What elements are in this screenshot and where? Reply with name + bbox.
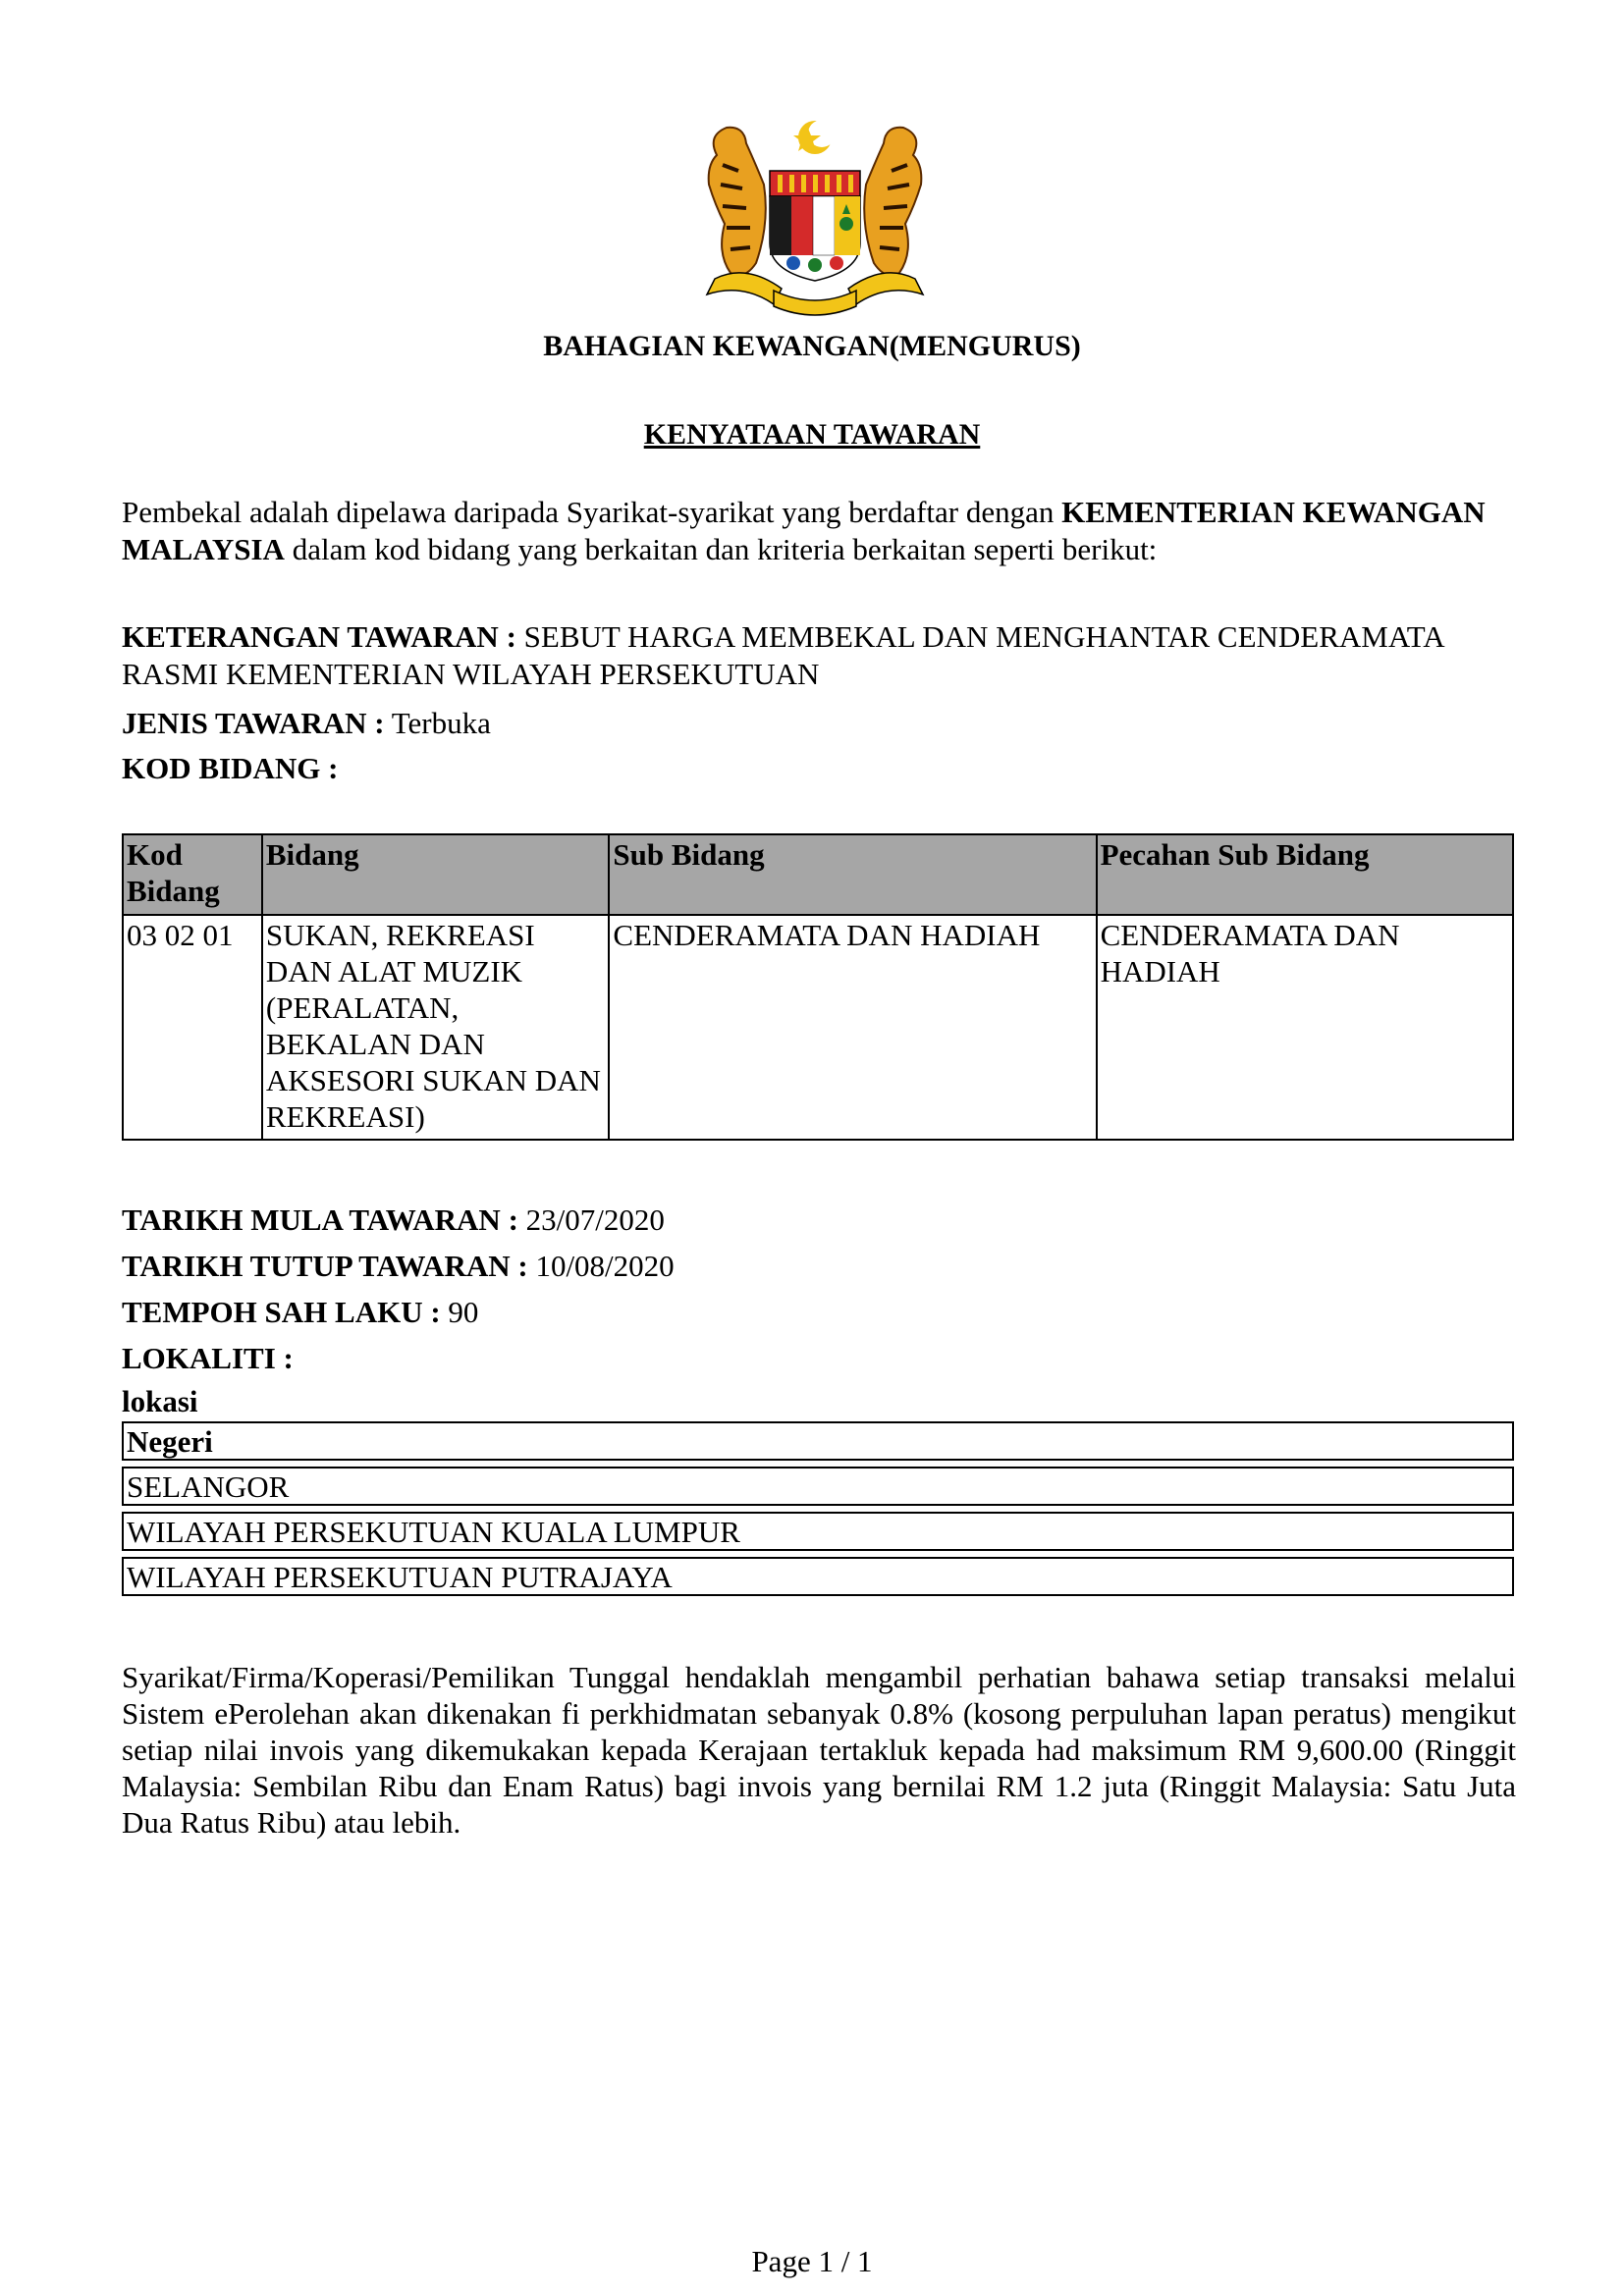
keterangan-value: SEBUT HARGA MEMBEKAL DAN MENGHANTAR CENDERAMATA RASMI KEMENTERIAN WILAYAH PERSEKUTUAN [122,619,1443,691]
intro-ministry-name: KEMENTERIAN KEWANGAN MALAYSIA [122,495,1486,566]
list-item: WILAYAH PERSEKUTUAN PUTRAJAYA [122,1557,1514,1596]
lokaliti-label: LOKALITI : [122,1341,294,1375]
service-fee-notice: Syarikat/Firma/Koperasi/Pemilikan Tunggal hendaklah mengambil perhatian bahawa setiap transaksi melalui Sistem ePerolehan akan dikenakan fi perkhidmatan sebanyak 0.8% (kosong perpuluhan lapan peratus) mengikut setiap nilai invois yang dikemukakan kepada Kerajaan tertakluk kepada had maksimum RM 9,600.00 (Ringgit Malaysia: Sembilan Ribu dan Enam Ratus) bagi invois yang bernilai RM 1.2 juta (Ringgit Malaysia: Satu Juta Dua Ratus Ribu) atau lebih. [122,1660,1516,1840]
lokaliti-line [122,1340,1516,1377]
cell-kod-bidang: 03 02 01 [123,915,262,1140]
header-bidang: Bidang [262,834,610,915]
cell-sub-bidang: CENDERAMATA DAN HADIAH [609,915,1096,1140]
tarikh-tutup-value: 10/08/2020 [527,1249,675,1283]
header-kod-bidang: Kod Bidang [123,834,262,915]
tarikh-mula-label: TARIKH MULA TAWARAN : [122,1202,518,1237]
header-sub-bidang: Sub Bidang [609,834,1096,915]
header-pecahan-sub-bidang: Pecahan Sub Bidang [1097,834,1513,915]
tempoh-sah-laku-line [122,1294,1516,1331]
intro-text-2: dalam kod bidang yang berkaitan dan kriteria berkaitan seperti berikut: [284,532,1158,566]
bidang-table-header-row [123,834,1513,915]
tarikh-tutup-line [122,1248,1516,1285]
cell-bidang: SUKAN, REKREASI DAN ALAT MUZIK (PERALATAN, BEKALAN DAN AKSESORI SUKAN DAN REKREASI) [262,915,610,1140]
kod-bidang-label: KOD BIDANG : [122,751,339,785]
kod-bidang-line [122,750,1516,787]
page-number: Page 1 / 1 [751,2244,873,2278]
intro-paragraph [122,494,1516,568]
jenis-line [122,705,1516,742]
jenis-label: JENIS TAWARAN : [122,706,385,740]
lokasi-label: lokasi [122,1384,198,1418]
table-row [123,915,1513,1140]
list-item: WILAYAH PERSEKUTUAN KUALA LUMPUR [122,1512,1514,1551]
cell-pecahan-sub-bidang: CENDERAMATA DAN HADIAH [1097,915,1513,1140]
tempoh-label: TEMPOH SAH LAKU : [122,1295,441,1329]
tempoh-value: 90 [440,1295,479,1329]
lokasi-table [122,1421,1514,1602]
intro-text-1: Pembekal adalah dipelawa daripada Syarikat-syarikat yang berdaftar dengan [122,495,1062,529]
tarikh-tutup-label: TARIKH TUTUP TAWARAN : [122,1249,528,1283]
bidang-table [122,833,1514,1141]
department-title: BAHAGIAN KEWANGAN(MENGURUS) [543,330,1081,362]
lokasi-header-negeri: Negeri [122,1421,1514,1461]
document-title: KENYATAAN TAWARAN [643,418,981,451]
tarikh-mula-line [122,1201,1516,1239]
list-item: SELANGOR [122,1467,1514,1506]
coat-of-arms-logo [687,116,943,317]
jenis-value: Terbuka [384,706,491,740]
keterangan-label: KETERANGAN TAWARAN : [122,619,516,654]
tarikh-mula-value: 23/07/2020 [517,1202,665,1237]
keterangan-line [122,618,1516,693]
